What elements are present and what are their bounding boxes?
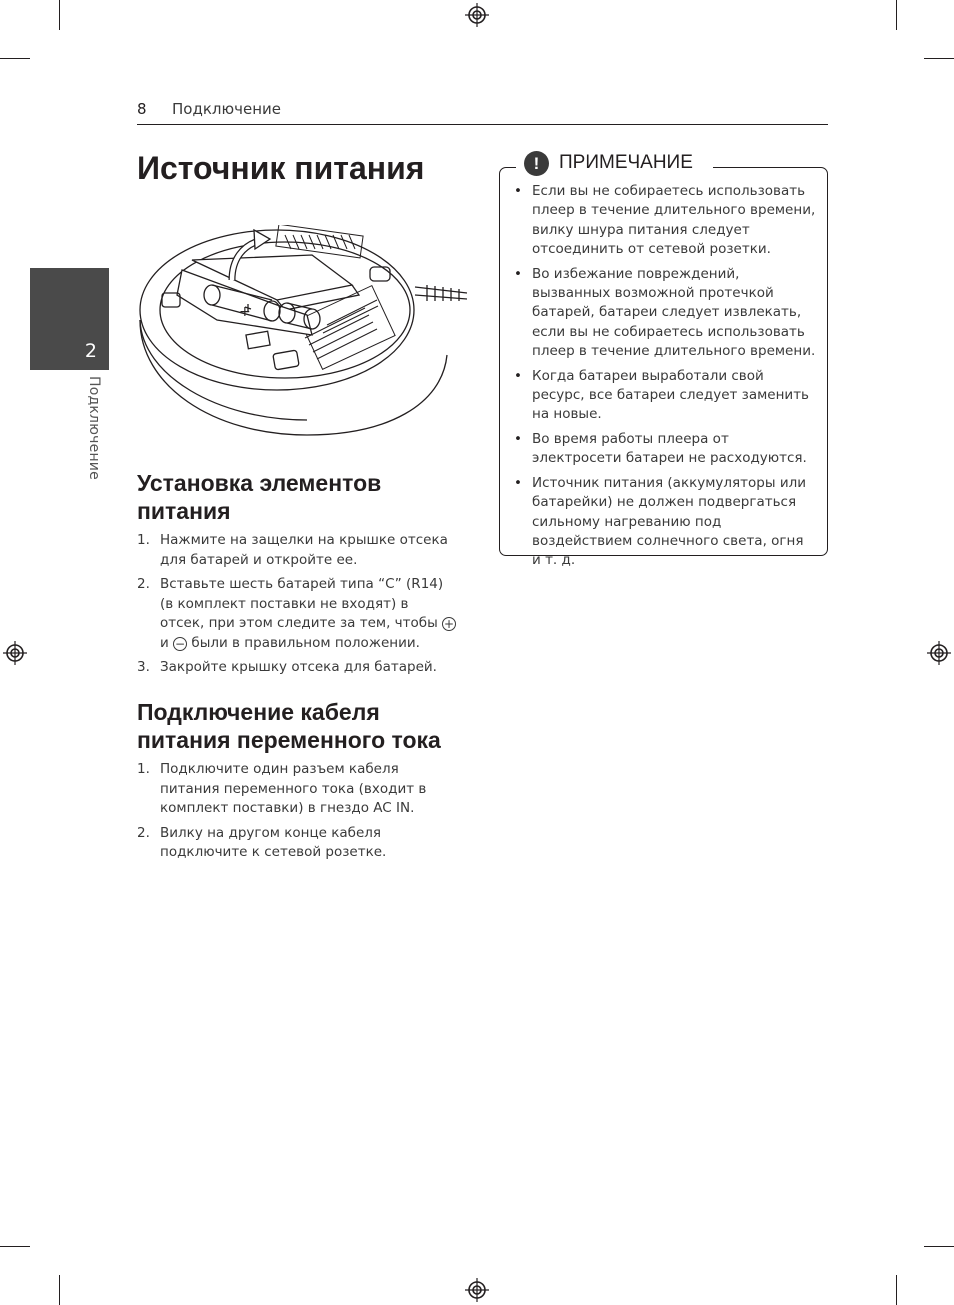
note-list (514, 182, 816, 576)
page-number: 8 (137, 100, 147, 118)
registration-mark-icon (465, 3, 489, 27)
note-title: ПРИМЕЧАНИЕ (559, 152, 693, 173)
note-header (516, 150, 713, 176)
list-item: • Во избежание повреждений, вызванных возможной протечкой батарей, батареи следует извлекать, если вы не собираетесь использовать плеер в течение длительного времени. (514, 265, 816, 361)
crop-mark (896, 1275, 897, 1305)
ac-section-heading: Подключение кабеля питания переменного тока (137, 699, 441, 753)
battery-compartment-illustration (137, 225, 469, 440)
list-item: 1. Подключите один разъем кабеля питания переменного тока (входит в комплект поставки) в гнездо AC IN. (137, 761, 427, 816)
exclamation-icon: ! (524, 151, 549, 176)
chapter-tab (30, 268, 109, 370)
header-section-title: Подключение (172, 100, 281, 118)
list-item: • Источник питания (аккумуляторы или батарейки) не должен подвергаться сильному нагреванию под воздействием солнечного света, огня и т. д. (514, 474, 816, 570)
list-item: • Если вы не собираетесь использовать плеер в течение длительного времени, вилку шнура питания следует отсоединить от сетевой розетки. (514, 182, 816, 259)
battery-steps-list (137, 531, 457, 683)
registration-mark-icon (465, 1278, 489, 1302)
list-item: 1. Нажмите на защелки на крышке отсека для батарей и откройте ее. (137, 532, 448, 568)
page-title: Источник питания (137, 150, 425, 186)
plus-symbol-icon: + (444, 617, 455, 631)
battery-plus-mark: + (239, 304, 251, 320)
crop-mark (0, 58, 30, 59)
list-item: • Во время работы плеера от электросети батареи не расходуются. (514, 430, 816, 469)
minus-symbol-icon: − (175, 636, 186, 651)
list-item: 2. Вставьте шесть батарей типа “C” (R14) (в комплект поставки не входят) в отсек, при этом следите за тем, чтобы + и − были в правильном положении. (137, 576, 455, 651)
list-item: 3. Закройте крышку отсека для батарей. (137, 659, 437, 675)
chapter-tab-label: Подключение (86, 376, 102, 480)
registration-mark-icon (927, 641, 951, 665)
ac-steps-list (137, 760, 457, 868)
crop-mark (0, 1246, 30, 1247)
crop-mark (896, 0, 897, 30)
registration-mark-icon (3, 641, 27, 665)
crop-mark (59, 0, 60, 30)
list-item: 2. Вилку на другом конце кабеля подключите к сетевой розетке. (137, 824, 387, 860)
crop-mark (924, 1246, 954, 1247)
header-divider (137, 124, 828, 125)
chapter-tab-number: 2 (84, 340, 97, 362)
list-item: • Когда батареи выработали свой ресурс, все батареи следует заменить на новые. (514, 367, 816, 425)
crop-mark (59, 1275, 60, 1305)
crop-mark (924, 58, 954, 59)
battery-section-heading: Установка элементов питания (137, 470, 382, 524)
